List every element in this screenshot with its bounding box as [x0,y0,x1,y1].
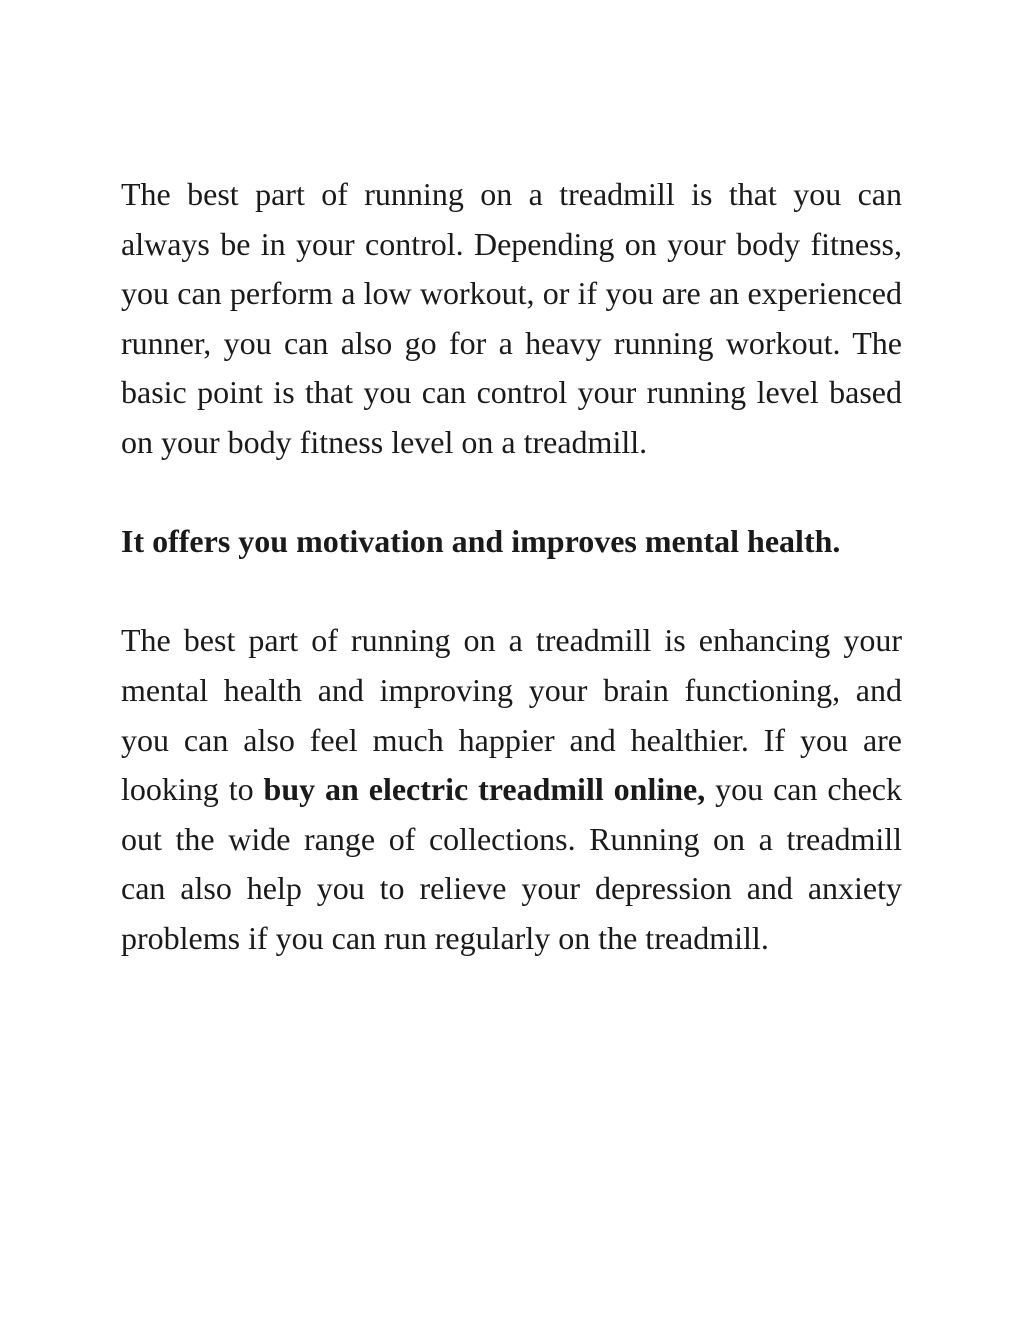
paragraph-text-intro: The best part of running on a treadmill is enhancing your mental health and improving your brain functioning, and you can also feel much happier and healthier. If you are looking to [121,622,902,808]
paragraph-text-continuation: you can check out the wide range of collections. Running on a treadmill can also help you to relieve your depression and anxiety problems if you can run regularly on the treadmill. [121,771,903,956]
body-paragraph-treadmill-control: The best part of running on a treadmill is that you can always be in your control. Depending on your body fitness, you can perform a low workout, or if you are an experienced runner, you can also go for a heavy running workout. The basic point is that you can control your running level based on your body fitness level on a treadmill. [121,176,902,460]
section-heading-motivation: It offers you motivation and improves mental health. [121,523,841,560]
paragraph-spacer [121,567,902,617]
document-page [121,170,902,964]
body-paragraph-mental-health [121,616,902,963]
bold-phrase-buy-treadmill: buy an electric treadmill online, [263,771,706,808]
paragraph-spacer [121,468,902,518]
